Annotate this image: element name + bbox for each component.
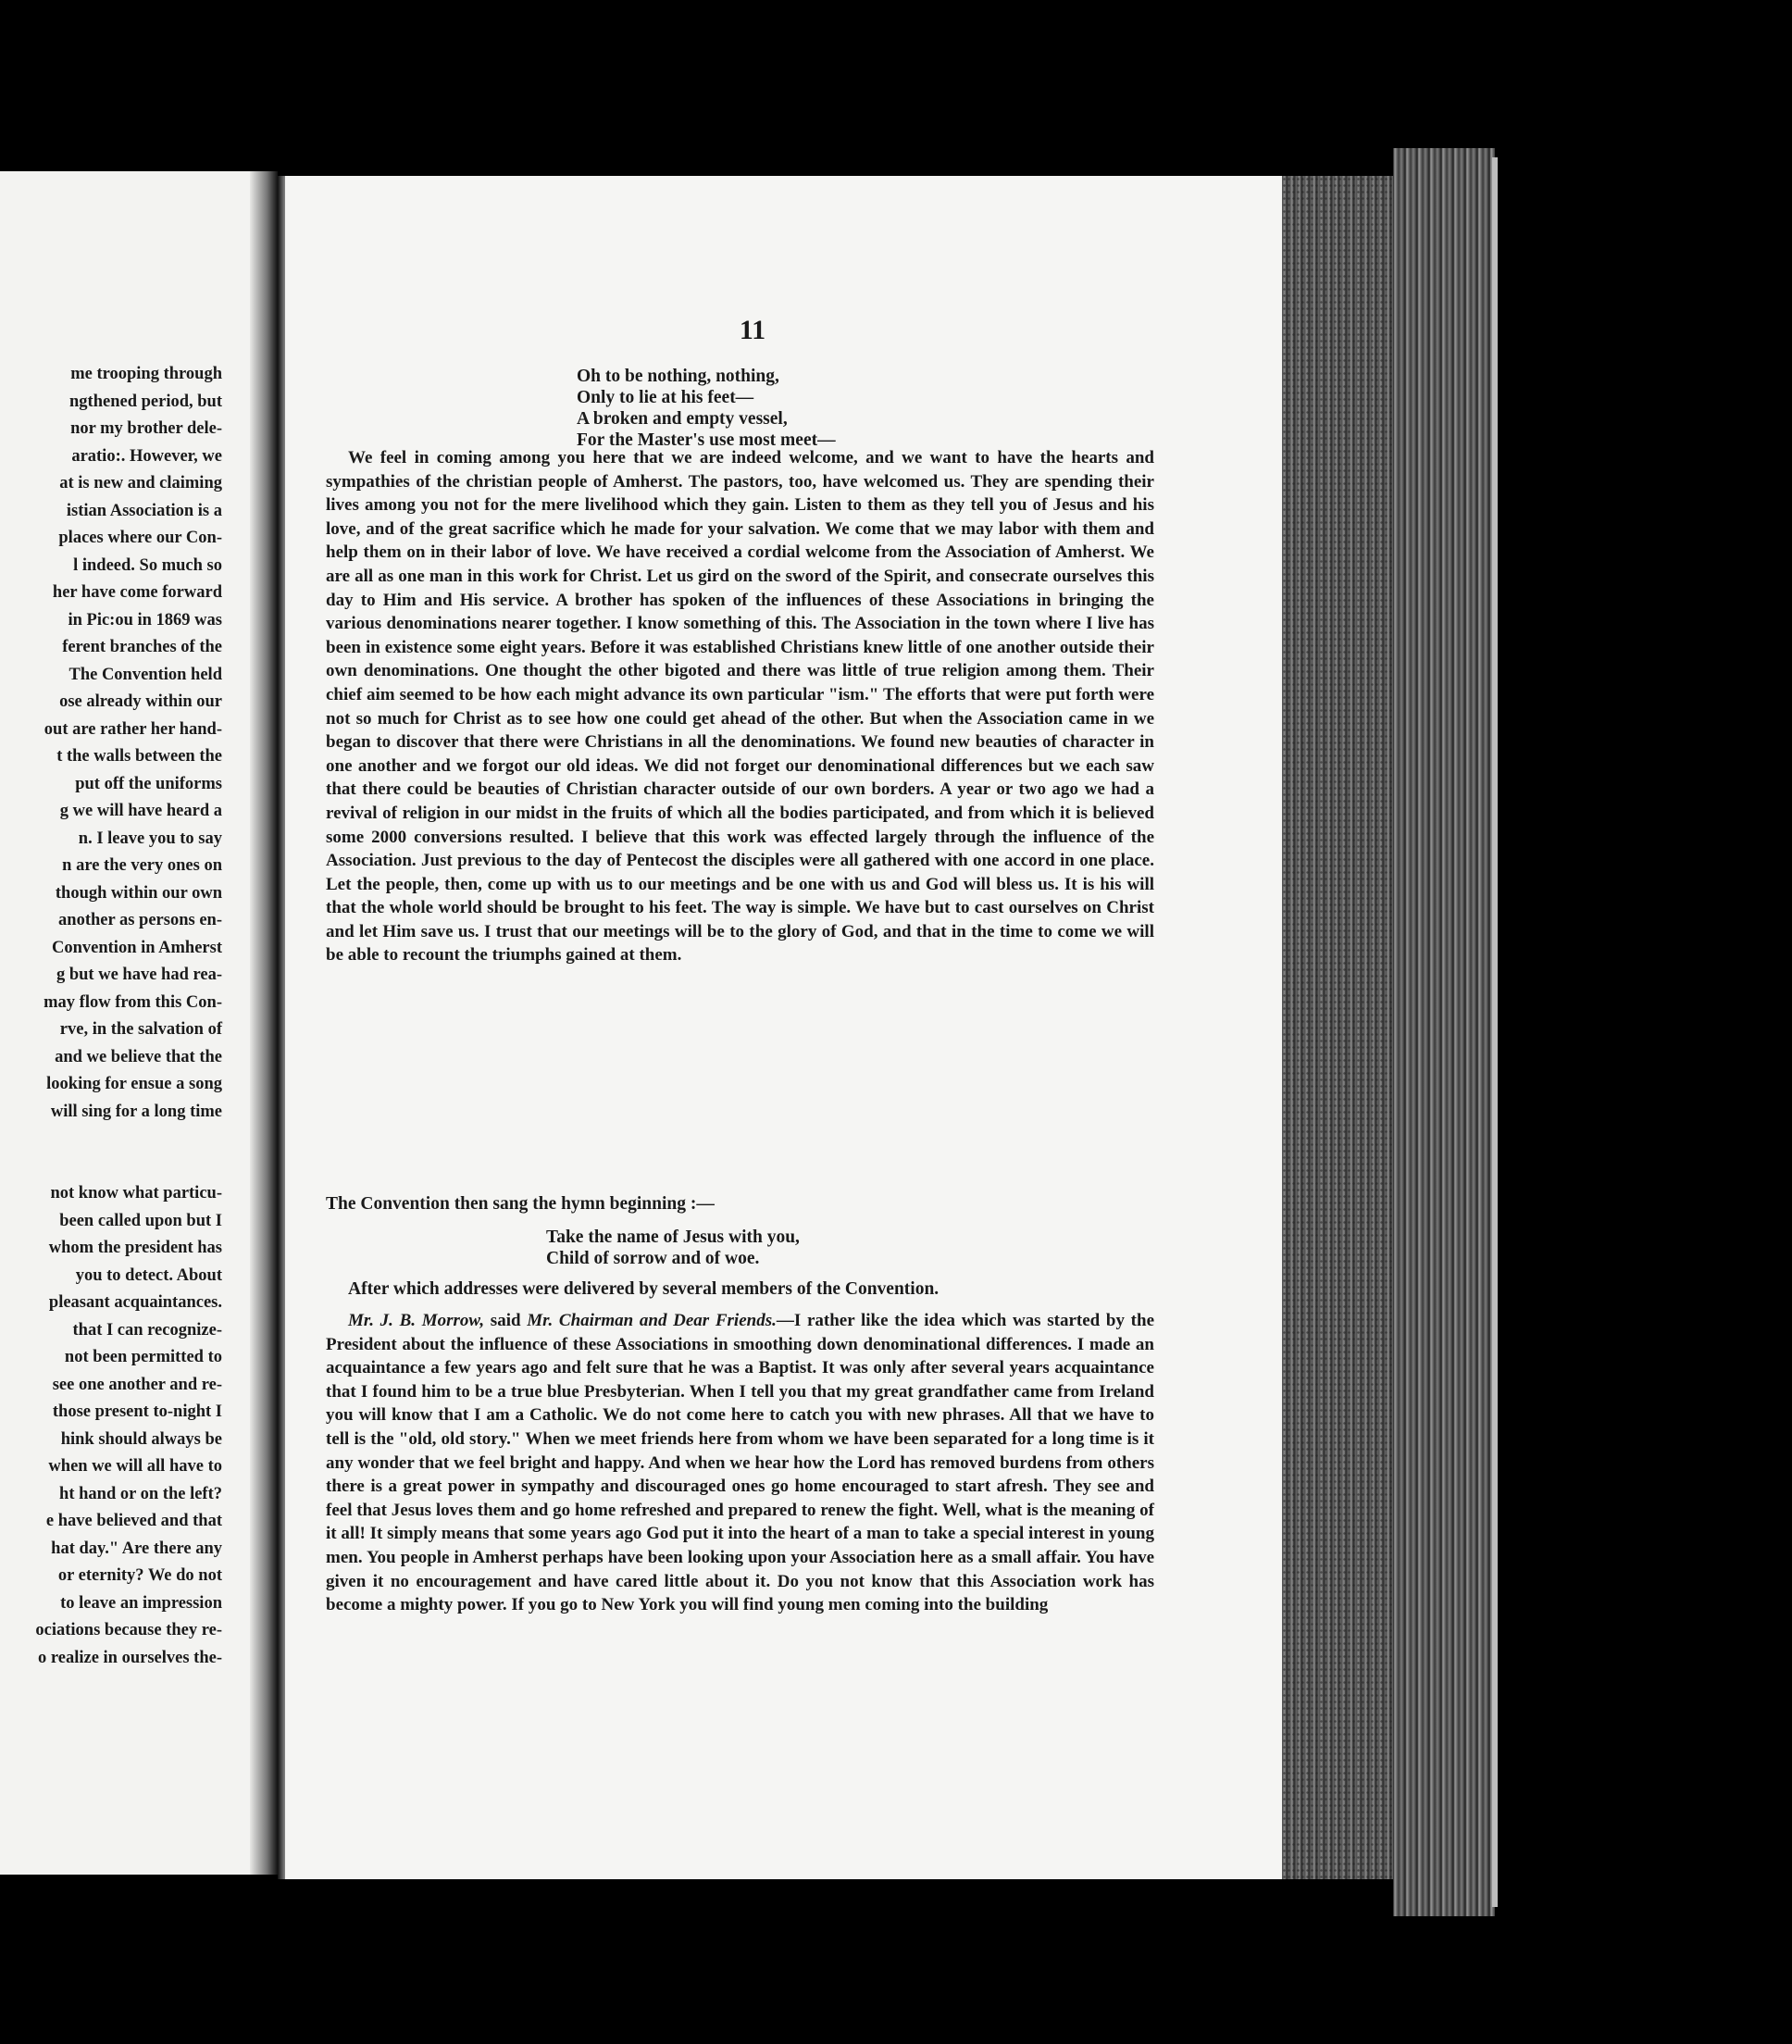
poem-line: For the Master's use most meet— bbox=[577, 430, 836, 450]
text-line: to leave an impression bbox=[60, 1593, 222, 1613]
text-line: see one another and re- bbox=[52, 1375, 222, 1394]
text-line: at is new and claiming bbox=[59, 474, 222, 492]
text-line: hat day." Are there any bbox=[51, 1539, 222, 1558]
hymn-intro: The Convention then sang the hymn beginning :— bbox=[326, 1194, 715, 1214]
text-line: her have come forward bbox=[52, 583, 222, 602]
text-line: Convention in Amherst bbox=[52, 938, 222, 957]
poem-line: Only to lie at his feet— bbox=[577, 388, 754, 407]
text-line: aratio:. However, we bbox=[71, 446, 222, 466]
text-line: ngthened period, but bbox=[69, 392, 222, 411]
text-line: t the walls between the bbox=[56, 747, 222, 766]
text-line: looking for ensue a song bbox=[46, 1075, 222, 1093]
paragraph-welcome: We feel in coming among you here that we are indeed welcome, and we want to have the hearts and sympathies of the christian people of Amherst. The pastors, too, have welcomed us. They are spending their lives among you not for the mere livelihood which they gain. Listen to them as they tell you of Jesus and his love, and of the great sacrifice which he made for your salvation. We come that we may labor with them and help them on in their labor of love. We have received a cordial welcome from the Association of Amherst. We are all as one man in this work for Christ. Let us gird on the sword of the Spirit, and consecrate ourselves this day to Him and His service. A brother has spoken of the influences of these Associations in bringing the various denominations nearer together. I know something of this. The Association in the town where I live has been in existence some eight years. Before it was established Christians knew little of one another outside their own denominations. One thought the other bigoted and there was little of true religion among them. Their chief aim seemed to be how each might advance its own particular "ism." The efforts that were put forth were not so much for Christ as to see how one could get ahead of the other. But when the Association came in we began to discover that there were Christians in all the denominations. We found new beauties of character in one another and we forgot our old ideas. We did not forget our denominational differences but we each saw that there could be beauties of Christian character outside of our own borders. A year or two ago we had a revival of religion in our midst in the fruits of which all the bodies participated, and from which it is believed some 2000 conversions resulted. I believe that this work was effected largely through the influence of the Association. Just previous to the day of Pentecost the disciples were all gathered with one accord in one place. Let the people, then, come up with us to our meetings and be one with us and God will bless us. It is his will that the whole world should be brought to his feet. The way is simple. We have but to cast ourselves on Christ and let Him save us. I trust that our meetings will be to the glory of God, and that in the time to come we will be able to recount the triumphs gained at them. bbox=[326, 448, 1154, 966]
poem-oh-to-be-nothing bbox=[577, 366, 836, 451]
book-gutter-left bbox=[250, 171, 278, 1875]
text-line: may flow from this Con- bbox=[44, 992, 222, 1012]
text-line: and we believe that the bbox=[55, 1047, 222, 1066]
text-line: The Convention held bbox=[68, 665, 222, 684]
text-line: nor my brother dele- bbox=[70, 419, 222, 438]
text-line: those present to-night I bbox=[52, 1402, 222, 1421]
text-line: ose already within our bbox=[59, 692, 222, 711]
text-line: g but we have had rea- bbox=[56, 966, 222, 984]
poem-line: A broken and empty vessel, bbox=[577, 409, 788, 429]
text-line: when we will all have to bbox=[48, 1457, 222, 1476]
text-line: whom the president has bbox=[48, 1239, 222, 1257]
speech-text: —I rather like the idea which was started by the President about the influence of these Associations in smoothing down denominational differences. I made an acquaintance a few years ago and felt sure that he was a Baptist. It was only after several years acquaintance that I found him to be a true blue Presbyterian. When I tell you that my great grandfather came from Ireland you will know that I am a Catholic. We do not come here to catch you with new phrases. All that we have to tell is the "old, old story." When we meet friends here from whom we have been separated for a long time is it any wonder that we feel bright and happy. And when we hear how the Lord has removed burdens from others there is a great power in sympathy and discouraged ones go home encouraged to start afresh. They see and feel that Jesus loves them and go home refreshed and prepared to renew the fight. Well, what is the meaning of it all! It simply means that some years ago God put it into the heart of a man to take a special interest in young men. You people in Amherst perhaps have been looking upon your Association here as a small affair. You have given it no encouragement and have cared little about it. Do you not know that this Association work has become a mighty power. If you go to New York you will find young men coming into the building bbox=[326, 1311, 1155, 1615]
text-line: me trooping through bbox=[70, 365, 222, 383]
text-line: will sing for a long time bbox=[50, 1102, 222, 1121]
text-line: rve, in the salvation of bbox=[59, 1020, 222, 1039]
text-line: out are rather her hand- bbox=[44, 719, 222, 739]
text-line: ht hand or on the left? bbox=[59, 1484, 222, 1503]
text-line: though within our own bbox=[55, 883, 222, 903]
poem-take-the-name bbox=[546, 1227, 800, 1269]
left-page bbox=[0, 171, 261, 1875]
page-edges-texture bbox=[1282, 176, 1393, 1879]
left-page-text bbox=[0, 361, 222, 1672]
text-line: ferent branches of the bbox=[62, 638, 222, 656]
text-line: you to detect. About bbox=[75, 1265, 222, 1285]
book-spine-edge bbox=[1492, 157, 1498, 1907]
text-line: put off the uniforms bbox=[75, 774, 222, 793]
text-line: another as persons en- bbox=[58, 911, 222, 929]
text-line: places where our Con- bbox=[58, 529, 222, 547]
text-line: hink should always be bbox=[60, 1429, 222, 1449]
text-line: not been permitted to bbox=[64, 1348, 222, 1366]
text-line: been called upon but I bbox=[59, 1211, 222, 1230]
text-line: n are the very ones on bbox=[62, 856, 222, 875]
text-line: ociations because they re- bbox=[35, 1621, 222, 1639]
paragraph-morrow bbox=[326, 1309, 1154, 1617]
page-11 bbox=[285, 176, 1285, 1879]
text-line: l indeed. So much so bbox=[73, 555, 222, 575]
addresses-note: After which addresses were delivered by several members of the Convention. bbox=[348, 1279, 940, 1299]
text-line: or eternity? We do not bbox=[57, 1566, 222, 1585]
text-line: o realize in ourselves the- bbox=[37, 1648, 222, 1667]
text-line bbox=[0, 1126, 222, 1153]
said-text: said bbox=[484, 1311, 528, 1330]
text-line: e have believed and that bbox=[45, 1512, 222, 1530]
salutation: Mr. Chairman and Dear Friends. bbox=[527, 1311, 777, 1330]
text-line: in Pic:ou in 1869 was bbox=[68, 610, 222, 629]
text-line: that I can recognize- bbox=[72, 1320, 222, 1340]
poem-line: Child of sorrow and of woe. bbox=[546, 1249, 760, 1268]
book-block-edge bbox=[1393, 148, 1495, 1916]
text-line: not know what particu- bbox=[50, 1184, 222, 1203]
poem-line: Take the name of Jesus with you, bbox=[546, 1228, 800, 1247]
text-line: istian Association is a bbox=[66, 501, 222, 520]
poem-line: Oh to be nothing, nothing, bbox=[577, 367, 779, 386]
text-line: g we will have heard a bbox=[59, 802, 222, 820]
page-number: 11 bbox=[739, 315, 766, 345]
text-line: n. I leave you to say bbox=[78, 829, 222, 848]
speaker-name: Mr. J. B. Morrow, bbox=[348, 1311, 485, 1330]
text-line: pleasant acquaintances. bbox=[48, 1293, 222, 1312]
text-line bbox=[0, 1153, 222, 1181]
